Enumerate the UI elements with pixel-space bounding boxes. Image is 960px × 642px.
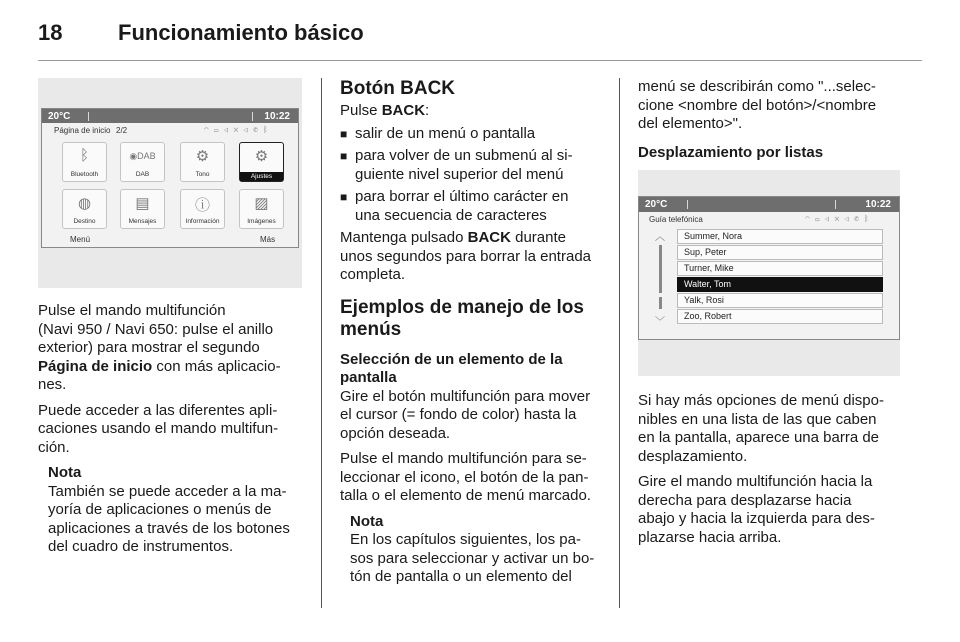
menu-softkey[interactable]: Menú <box>70 235 91 244</box>
note-title: Nota <box>48 464 82 481</box>
navigation-icon: ✕ <box>233 125 244 134</box>
text-line: en la pantalla, aparece una barra de <box>638 429 880 446</box>
list-item-selected[interactable]: Walter, Tom <box>677 277 883 292</box>
temperature-readout: 20°C <box>645 199 668 210</box>
text-fragment: Mantenga pulsado <box>340 229 468 246</box>
text-line: pantalla <box>340 369 397 386</box>
mute-icon: ◁ <box>223 125 234 134</box>
header-divider <box>38 60 922 61</box>
status-separator <box>687 200 688 209</box>
tile-label: Tono <box>195 171 210 178</box>
text-line: Selección de un elemento de la <box>340 350 563 368</box>
messages-icon: ▤ <box>135 195 150 212</box>
paragraph <box>638 473 910 547</box>
app-tile-bluetooth[interactable] <box>62 142 107 182</box>
column-3-lower <box>638 392 910 554</box>
text-line: Ejemplos de manejo de los <box>340 296 584 318</box>
navigation-icon: ✕ <box>834 214 845 223</box>
text-line: yoría de aplicaciones o menús de <box>48 501 272 518</box>
paragraph <box>340 450 606 506</box>
text-line: ■ salir de un menú o pantalla <box>355 124 536 142</box>
text-line: exterior) para mostrar el segundo <box>38 339 260 356</box>
column-divider <box>619 78 620 608</box>
phone-icon: ✆ <box>253 125 263 134</box>
text-line: menú se describirán como "...selec- <box>638 78 876 95</box>
text-line: ■ para borrar el último carácter en <box>355 188 569 205</box>
text-line: nes. <box>38 376 67 393</box>
status-icons <box>805 214 874 223</box>
home-screen-figure <box>38 78 302 288</box>
tile-label: Mensajes <box>128 218 157 225</box>
list-item[interactable]: Summer, Nora <box>677 229 883 244</box>
bluetooth-icon: ᛒ <box>79 147 89 164</box>
text-line: del elemento>". <box>638 115 743 132</box>
text-line: Si hay más opciones de menú dispo- <box>638 392 884 409</box>
clock: 10:22 <box>264 111 290 122</box>
text-line: Gire el botón multifunción para mover <box>340 387 591 405</box>
column-divider <box>321 78 322 608</box>
clock: 10:22 <box>865 199 891 210</box>
text-line: En los capítulos siguientes, los pa- <box>350 531 581 548</box>
text-line: completa. <box>340 266 406 283</box>
message-icon: ▭ <box>213 125 224 134</box>
phonebook-screen <box>638 196 900 340</box>
globe-destination-icon: ◍ <box>77 195 92 212</box>
text-line: También se puede acceder a la ma- <box>48 482 287 500</box>
wifi-icon: ◠ <box>204 125 214 134</box>
tile-label: Bluetooth <box>70 171 99 178</box>
phone-icon: ✆ <box>854 214 864 223</box>
text-line <box>340 229 606 248</box>
section-heading: Botón BACK <box>340 78 456 99</box>
list-item[interactable]: Yalk, Rosi <box>677 293 883 308</box>
text-line: plazarse hacia arriba. <box>638 528 782 546</box>
text-line: unos segundos para borrar la entrada <box>340 247 592 265</box>
text-line: abajo y hacia la izquierda para des- <box>638 510 875 527</box>
text-line: tón de pantalla o un elemento del <box>350 568 572 585</box>
tile-label: Información <box>185 218 220 225</box>
text-line: derecha para desplazarse hacia <box>638 491 852 509</box>
text-line: del cuadro de instrumentos. <box>48 538 234 555</box>
text-line: talla o el elemento de menú marcado. <box>340 487 591 504</box>
screen-title: Guía telefónica <box>649 215 703 224</box>
text-line: leccionar el icono, el botón de la pan- <box>340 468 589 486</box>
text-line: caciones usando el mando multifun- <box>38 420 279 437</box>
bold-term: BACK <box>381 102 426 119</box>
mute-icon: ◁ <box>824 214 835 223</box>
paragraph <box>340 388 606 444</box>
paragraph <box>38 302 304 395</box>
bullet-item <box>340 188 606 225</box>
text-line: Pulse el mando multifunción <box>38 302 226 319</box>
scrollbar-track[interactable] <box>659 245 662 293</box>
app-tile-destino[interactable] <box>62 189 107 229</box>
text-line: opción deseada. <box>340 424 451 442</box>
text-fragment: durante <box>510 229 566 246</box>
home-screen <box>41 108 299 248</box>
app-tile-dab[interactable] <box>120 142 165 182</box>
note-title: Nota <box>350 512 384 530</box>
text-line: desplazamiento. <box>638 447 748 465</box>
text-line: cione <nombre del botón>/<nombre <box>638 96 877 114</box>
paragraph <box>638 78 910 134</box>
page-title: Funcionamiento básico <box>118 20 364 45</box>
list-item[interactable]: Zoo, Robert <box>677 309 883 324</box>
column-1 <box>38 302 304 564</box>
status-bar <box>42 109 298 123</box>
app-tile-imagenes[interactable] <box>239 189 284 229</box>
settings-gear-icon: ⚙ <box>254 148 269 165</box>
text-line: una secuencia de caracteres <box>355 206 547 224</box>
text-line: Puede acceder a las diferentes apli- <box>38 401 278 419</box>
tile-label: DAB <box>135 171 150 178</box>
volume-icon: ◁ <box>243 125 254 134</box>
status-separator <box>252 112 253 121</box>
text-line: ■ para volver de un submenú al si- <box>355 147 573 164</box>
tone-settings-icon: ⚙ <box>195 148 210 165</box>
text-line <box>38 358 304 377</box>
text-line: nibles en una lista de las que caben <box>638 410 877 428</box>
tile-label: Ajustes <box>240 172 283 181</box>
temperature-readout: 20°C <box>48 111 71 122</box>
list-item[interactable]: Turner, Mike <box>677 261 883 276</box>
text-fragment: : <box>425 102 430 119</box>
bold-term: BACK <box>467 229 511 246</box>
status-separator <box>88 112 89 121</box>
list-item[interactable]: Sup, Peter <box>677 245 883 260</box>
app-tile-tono[interactable] <box>180 142 225 182</box>
text-line: menús <box>340 318 402 340</box>
paragraph <box>638 392 910 466</box>
screen-title: Página de inicio <box>54 126 111 135</box>
phonebook-screen-figure <box>638 170 900 376</box>
bullet-item <box>340 125 606 144</box>
text-fragment: Pulse <box>340 102 382 119</box>
text-line: aplicaciones a través de los botones <box>48 519 290 537</box>
paragraph <box>38 402 304 458</box>
dab-radio-icon: ◉DAB <box>129 151 156 161</box>
images-icon: ▨ <box>254 195 269 212</box>
status-bar <box>639 197 899 212</box>
message-icon: ▭ <box>814 214 825 223</box>
text-line: el cursor (= fondo de color) hasta la <box>340 406 577 423</box>
paragraph <box>340 229 606 285</box>
bluetooth-status-icon: ᛒ <box>863 214 874 223</box>
wifi-icon: ◠ <box>805 214 815 223</box>
text-fragment: con más aplicacio- <box>152 357 281 375</box>
text-line: guiente nivel superior del menú <box>355 165 564 183</box>
app-tile-mensajes[interactable] <box>120 189 165 229</box>
app-tile-informacion[interactable] <box>180 189 225 229</box>
bluetooth-status-icon: ᛒ <box>262 125 273 134</box>
paragraph <box>340 102 606 121</box>
text-line: Gire el mando multifunción hacia la <box>638 473 873 490</box>
status-separator <box>835 200 836 209</box>
scrollbar-thumb[interactable] <box>659 297 662 309</box>
text-line: Pulse el mando multifunción para se- <box>340 450 587 467</box>
information-icon: ⓘ <box>194 197 210 214</box>
page-header <box>38 18 928 58</box>
status-icons <box>204 125 273 134</box>
bullet-item <box>340 147 606 184</box>
sub-heading: Desplazamiento por listas <box>638 143 824 161</box>
text-line: ción. <box>38 438 70 456</box>
volume-icon: ◁ <box>844 214 855 223</box>
page-number: 18 <box>38 20 63 45</box>
more-softkey[interactable]: Más <box>260 235 276 244</box>
tile-label: Imágenes <box>247 218 276 225</box>
text-line: sos para seleccionar y activar un bo- <box>350 549 595 567</box>
app-tile-ajustes[interactable] <box>239 142 284 182</box>
bold-term: Página de inicio <box>38 357 153 375</box>
column-2 <box>340 78 606 594</box>
scroll-up-icon[interactable]: ︿ <box>655 232 665 243</box>
tile-label: Destino <box>73 218 96 225</box>
section-heading <box>340 297 606 341</box>
text-line: (Navi 950 / Navi 650: pulse el anillo <box>38 320 274 338</box>
sub-heading <box>340 351 606 388</box>
note-box <box>48 464 304 557</box>
page-indicator: 2/2 <box>116 126 128 135</box>
note-box <box>350 513 606 587</box>
column-3 <box>638 78 910 162</box>
scroll-down-icon[interactable]: ﹀ <box>655 317 665 328</box>
